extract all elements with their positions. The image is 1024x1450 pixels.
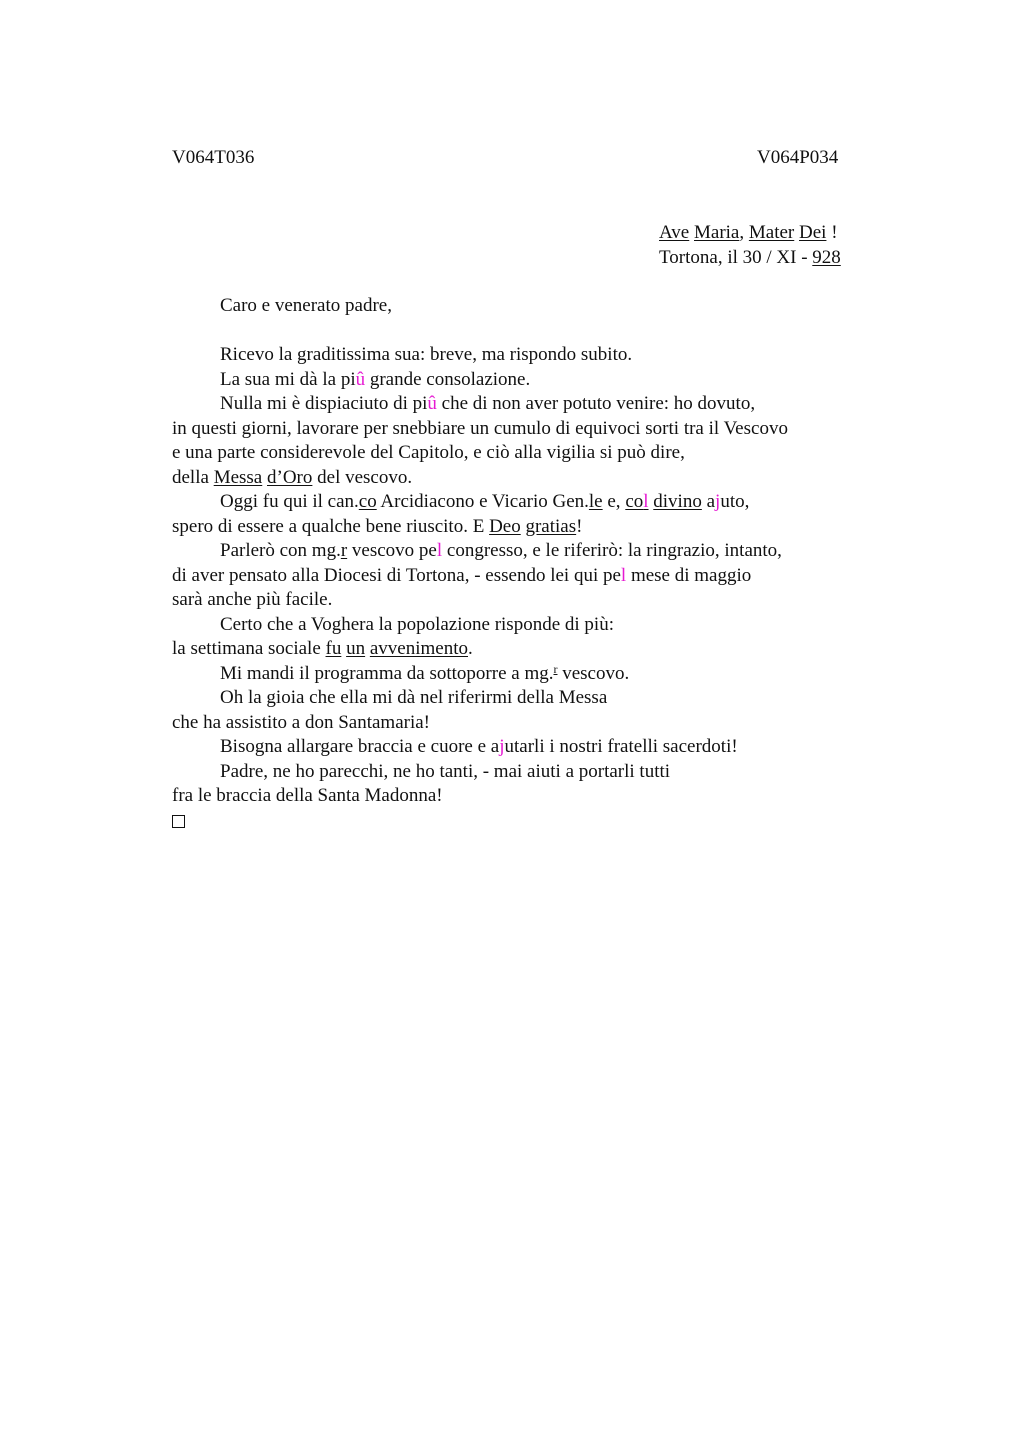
underlined-word: d’Oro xyxy=(267,466,313,488)
highlighted-char: l xyxy=(620,564,627,586)
text-line: fra le braccia della Santa Madonna! xyxy=(172,785,443,806)
text-line: di aver pensato alla Diocesi di Tortona, - essendo lei qui pel mese di maggio xyxy=(172,564,752,586)
end-of-text-box-icon xyxy=(172,815,185,828)
greeting: Caro e venerato padre, xyxy=(220,295,392,316)
text-line: in questi giorni, lavorare per snebbiare un cumulo di equivoci sorti tra il Vescovo xyxy=(172,417,788,439)
place-date-line xyxy=(659,246,841,271)
text-line: Certo che a Voghera la popolazione risponde di più: xyxy=(220,613,614,635)
highlighted-char: û xyxy=(427,393,437,414)
underlined-word: Deo xyxy=(489,515,521,537)
invocation-word: Mater xyxy=(748,222,795,243)
text-line: sarà anche più facile. xyxy=(172,589,333,610)
underlined-abbrev: co xyxy=(358,491,377,512)
invocation-line: Ave Maria, Mater Dei ! xyxy=(659,222,838,243)
highlighted-char: j xyxy=(715,491,721,512)
text-line: la settimana sociale fu un avvenimento. xyxy=(172,638,473,659)
letter-body xyxy=(172,294,872,833)
text-line: Oh la gioia che ella mi dà nel riferirmi della Messa xyxy=(220,687,608,708)
underlined-word: Messa xyxy=(213,466,263,488)
text-line: che ha assistito a don Santamaria! xyxy=(172,711,431,733)
document-code-left: V064T036 xyxy=(172,147,255,168)
end-marker-line xyxy=(172,809,872,834)
letter-heading xyxy=(659,221,841,270)
highlighted-char: û xyxy=(355,368,366,390)
underlined-word: col xyxy=(625,491,649,512)
invocation-word: Dei xyxy=(799,222,827,243)
text-line: Parlerò con mg.r vescovo pel congresso, e le riferirò: la ringrazio, intanto, xyxy=(220,540,782,561)
document-code-right: V064P034 xyxy=(757,147,839,168)
invocation-word: Ave xyxy=(659,222,690,243)
text-line: Nulla mi è dispiaciuto di piû che di non aver potuto venire: ho dovuto, xyxy=(220,393,756,414)
blank-line xyxy=(172,319,872,344)
highlighted-char: l xyxy=(643,491,649,512)
text-line: La sua mi dà la piû grande consolazione. xyxy=(220,368,531,390)
highlighted-char: j xyxy=(499,736,505,757)
year: 928 xyxy=(812,246,841,268)
text-line: Mi mandi il programma da sottoporre a mg.$^r$ vescovo. xyxy=(220,661,630,684)
text-line: della Messa d’Oro del vescovo. xyxy=(172,466,413,488)
underlined-word: gratias xyxy=(525,515,577,537)
text-line: Oggi fu qui il can.co Arcidiacono e Vicario Gen.le e, col divino ajuto, xyxy=(220,491,750,512)
underlined-abbrev: r xyxy=(340,540,348,561)
text-line: Padre, ne ho parecchi, ne ho tanti, - mai aiuti a portarli tutti xyxy=(220,760,671,782)
underlined-word: un xyxy=(346,638,366,659)
text-line: spero di essere a qualche bene riuscito. E Deo gratias! xyxy=(172,515,583,537)
underlined-word: fu xyxy=(325,638,342,659)
place-date: Tortona, il 30 / XI - xyxy=(659,246,813,268)
underlined-word: avvenimento xyxy=(369,638,468,659)
highlighted-char: l xyxy=(436,540,443,561)
underlined-word: divino xyxy=(653,491,702,512)
superscript-abbrev: r xyxy=(553,661,558,676)
text-line: Bisogna allargare braccia e cuore e ajutarli i nostri fratelli sacerdoti! xyxy=(220,736,738,757)
underlined-abbrev: le xyxy=(588,491,603,512)
text-line: e una parte considerevole del Capitolo, e ciò alla vigilia si può dire, xyxy=(172,442,685,463)
invocation-word: Maria xyxy=(694,222,740,243)
text-line: Ricevo la graditissima sua: breve, ma rispondo subito. xyxy=(220,344,633,365)
